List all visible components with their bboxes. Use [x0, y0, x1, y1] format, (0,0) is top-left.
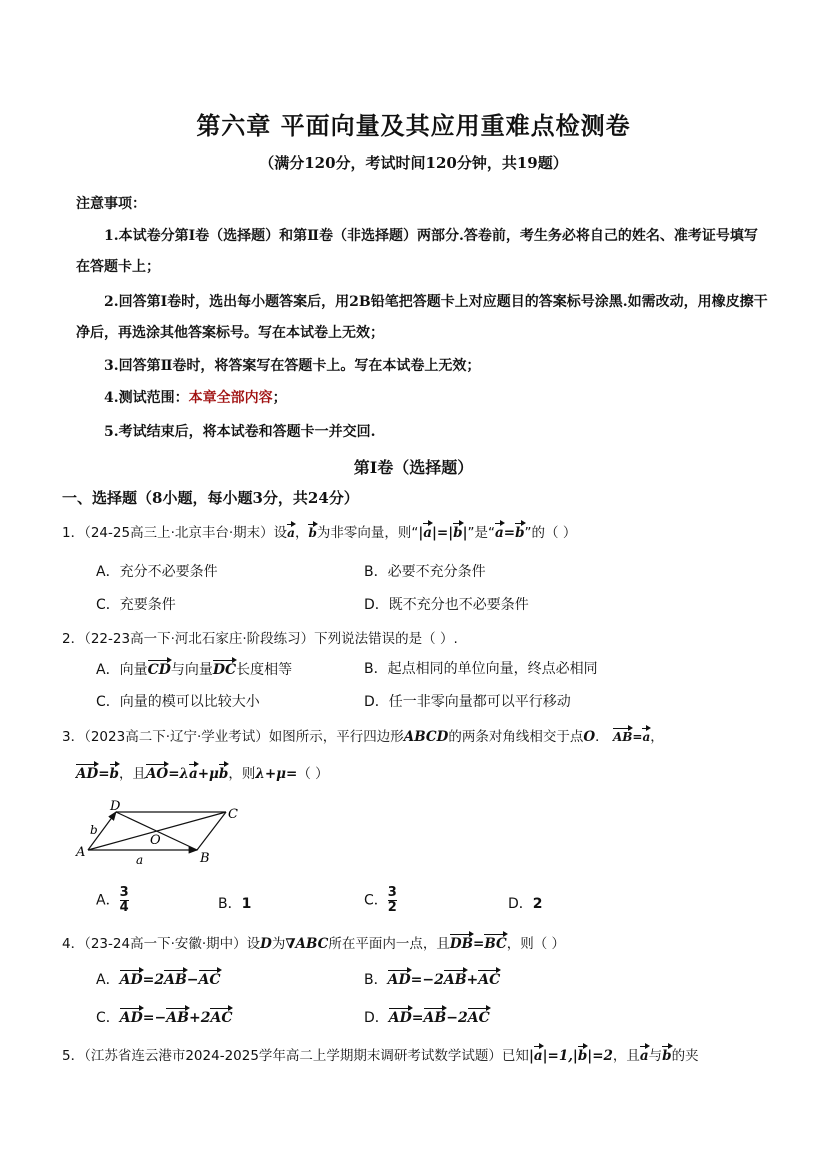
question-1-option-c: C．充要条件	[96, 597, 176, 613]
question-5-stem: 5．（江苏省连云港市2024-2025学年高二上学期期末调研考试数学试题）已知|a|=1,|b|=2，且a与b的夹	[62, 1044, 699, 1064]
note-1-line-1: 1.本试卷分第Ⅰ卷（选择题）和第Ⅱ卷（非选择题）两部分.答卷前，考生务必将自己的姓名、准考证号填写	[104, 228, 758, 244]
exam-info: （满分120分，考试时间120分钟，共19题）	[259, 154, 568, 172]
question-1-option-d: D．既不充分也不必要条件	[364, 597, 529, 613]
side-bc	[197, 812, 226, 850]
label-vector-a: a	[136, 853, 144, 867]
question-3-option-b: B．1	[218, 896, 252, 912]
question-3-option-a: A． $\frac{3}{4}$	[96, 885, 129, 915]
question-3-stem-line-2: AD=b，且AO=λa+μb，则λ+μ=（ ）	[76, 762, 329, 782]
question-2-option-d: D．任一非零向量都可以平行移动	[364, 694, 571, 710]
notes-heading: 注意事项：	[76, 196, 146, 212]
label-b-point: B	[200, 851, 210, 866]
note-2-line-1: 2.回答第Ⅰ卷时，选出每小题答案后，用2B铅笔把答题卡上对应题目的答案标号涂黑.如需改动，用橡皮擦干	[104, 294, 768, 310]
question-2-option-a: A．向量CD与向量DC长度相等	[96, 658, 292, 679]
question-1-stem: 1．（24-25高三上·北京丰台·期末）设a，b为非零向量，则“|a|=|b|”是“a=b”的（ ）	[62, 521, 576, 541]
question-3-stem: 3．（2023高二下·辽宁·学业考试）如图所示，平行四边形ABCD的两条对角线相交于点O． AB=a，	[62, 725, 664, 745]
question-4-option-c: C．AD=−AB+2AC	[96, 1006, 232, 1027]
label-d-point: D	[110, 799, 121, 814]
question-4-option-a: A．AD=2AB−AC	[96, 968, 221, 989]
label-o-point: O	[150, 833, 161, 848]
question-2-stem: 2．（22-23高一下·河北石家庄·阶段练习）下列说法错误的是（ ）.	[62, 631, 458, 647]
note-3: 3.回答第Ⅱ卷时，将答案写在答题卡上。写在本试卷上无效；	[104, 358, 481, 374]
note-4: 4.测试范围：本章全部内容；	[104, 390, 287, 406]
test-scope: 本章全部内容	[188, 390, 273, 406]
label-vector-b: b	[90, 823, 98, 837]
question-4-stem: 4．（23-24高一下·安徽·期中）设D为∇ABC所在平面内一点，且DB=BC，则（ ）	[62, 932, 565, 952]
question-4-option-b: B．AD=−2AB+AC	[364, 968, 500, 989]
question-1-option-a: A．充分不必要条件	[96, 564, 218, 580]
question-2-option-c: C．向量的模可以比较大小	[96, 694, 260, 710]
page-title: 第六章 平面向量及其应用重难点检测卷	[196, 111, 631, 140]
part-title: 第Ⅰ卷（选择题）	[353, 458, 474, 477]
question-2-option-b: B．起点相同的单位向量，终点必相同	[364, 661, 598, 677]
note-5: 5.考试结束后，将本试卷和答题卡一并交回.	[104, 424, 376, 440]
question-3-option-d: D．2	[508, 896, 543, 912]
note-2-line-2: 净后，再选涂其他答案标号。写在本试卷上无效；	[76, 325, 384, 341]
label-c-point: C	[228, 807, 238, 822]
parallelogram-figure	[72, 798, 252, 868]
section-heading: 一、选择题（8小题，每小题3分，共24分）	[62, 489, 359, 507]
question-1-option-b: B．必要不充分条件	[364, 564, 486, 580]
label-a-point: A	[76, 845, 86, 860]
question-3-option-c: C． $\frac{3}{2}$	[364, 885, 397, 915]
question-4-option-d: D．AD=AB−2AC	[364, 1006, 490, 1027]
note-1-line-2: 在答题卡上；	[76, 259, 160, 275]
